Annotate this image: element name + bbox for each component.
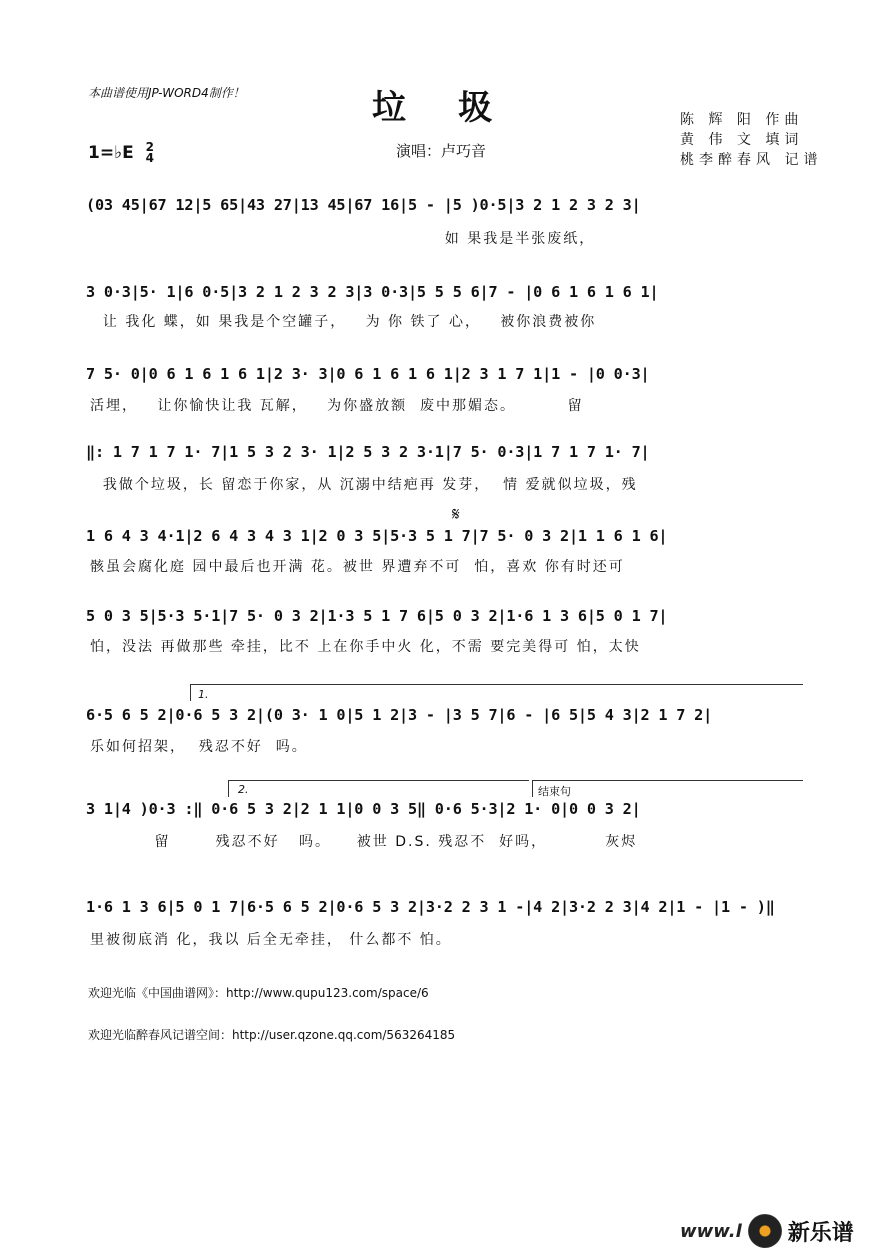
lyric-line-3: 活埋， 让你愉快让我 瓦解， 为你盛放额 废中那媚态。 留 bbox=[90, 398, 584, 414]
transcriber-credit: 桃李醉春风 记谱 bbox=[680, 152, 823, 168]
staff-line-3: 7 5· 0|0 6 1 6 1 6 1|2 3· 3|0 6 1 6 1 6 1|2 3 1 7 1|1 - |0 0·3| bbox=[86, 365, 650, 383]
first-ending-label: 1. bbox=[198, 688, 209, 701]
lyricist-credit: 黄 伟 文 填词 bbox=[680, 132, 804, 148]
credits-block bbox=[680, 110, 822, 170]
second-ending-label: 2. bbox=[238, 783, 249, 796]
staff-line-2: 3 0·3|5· 1|6 0·5|3 2 1 2 3 2 3|3 0·3|5 5 5 6|7 - |0 6 1 6 1 6 1| bbox=[86, 283, 659, 301]
record-disc-icon bbox=[748, 1214, 782, 1248]
staff-line-7: 6·5 6 5 2|0·6 5 3 2|(0 3· 1 0|5 1 2|3 - |3 5 7|6 - |6 5|5 4 3|2 1 7 2| bbox=[86, 706, 713, 724]
staff-line-5: 1 6 4 3 4·1|2 6 4 3 4 3 1|2 0 3 5|5·3 5 1 7|7 5· 0 3 2|1 1 6 1 6| bbox=[86, 527, 668, 545]
lyric-line-4: 我做个垃圾，长 留恋于你家，从 沉溺中结疤再 发芽， 情 爱就似垃圾，残 bbox=[90, 477, 638, 493]
software-note: 本曲谱使用JP-WORD4制作！ bbox=[88, 86, 245, 100]
site-logo bbox=[680, 1212, 880, 1250]
lyric-line-1: 如 果我是半张废纸， bbox=[90, 231, 596, 247]
singer-credit: 演唱：卢巧音 bbox=[396, 142, 487, 160]
first-ending-bracket bbox=[190, 684, 803, 701]
key-label: 1=♭E bbox=[88, 143, 134, 163]
logo-brand: 新乐谱 bbox=[787, 1220, 854, 1246]
lyric-line-2: 让 我化 蝶，如 果我是个空罐子， 为 你 铁了 心， 被你浪费被你 bbox=[90, 314, 597, 330]
second-ending-bracket bbox=[228, 780, 529, 797]
staff-line-9: 1·6 1 3 6|5 0 1 7|6·5 6 5 2|0·6 5 3 2|3·2 2 3 1 -|4 2|3·2 2 3|4 2|1 - |1 - )‖ bbox=[86, 898, 775, 916]
composer-credit: 陈 辉 阳 作曲 bbox=[680, 112, 804, 128]
lyric-line-6: 怕，没法 再做那些 牵挂，比不 上在你手中火 化，不需 要完美得可 怕，太快 bbox=[90, 639, 641, 655]
footer-link-qzone[interactable]: 欢迎光临醉春风记谱空间：http://user.qzone.qq.com/563264185 bbox=[88, 1028, 456, 1042]
lyric-line-5: 骸虽会腐化庭 园中最后也开满 花。被世 界遭弃不可 怕，喜欢 你有时还可 bbox=[90, 559, 625, 575]
staff-line-6: 5 0 3 5|5·3 5·1|7 5· 0 3 2|1·3 5 1 7 6|5 0 3 2|1·6 1 3 6|5 0 1 7| bbox=[86, 607, 668, 625]
staff-line-8: 3 1|4 )0·3 :‖ 0·6 5 3 2|2 1 1|0 0 3 5‖ 0·6 5·3|2 1· 0|0 0 3 2| bbox=[86, 800, 641, 818]
time-bottom: 4 bbox=[145, 151, 154, 165]
logo-url: www.l bbox=[680, 1220, 742, 1242]
time-top: 2 bbox=[145, 140, 154, 154]
staff-line-4: ‖: 1 7 1 7 1· 7|1 5 3 2 3· 1|2 5 3 2 3·1|7 5· 0·3|1 7 1 7 1· 7| bbox=[86, 443, 650, 461]
song-title: 垃圾 bbox=[372, 88, 544, 128]
time-signature bbox=[146, 142, 154, 164]
coda-label: 结束句 bbox=[538, 785, 571, 798]
staff-line-1: (03 45|67 12|5 65|43 27|13 45|67 16|5 - |5 )0·5|3 2 1 2 3 2 3| bbox=[86, 196, 641, 214]
lyric-line-9: 里被彻底消 化，我以 后全无牵挂， 什么都不 怕。 bbox=[90, 932, 452, 948]
lyric-line-8: 留 残忍不好 吗。 被世 D.S. 残忍不 好吗， 灰烬 bbox=[90, 834, 638, 850]
lyric-line-7: 乐如何招架， 残忍不好 吗。 bbox=[90, 739, 308, 755]
key-signature bbox=[88, 142, 154, 164]
segno-sign: 𝄋 bbox=[452, 504, 460, 525]
coda-bracket bbox=[532, 780, 803, 797]
footer-link-qupu[interactable]: 欢迎光临《中国曲谱网》：http://www.qupu123.com/space/6 bbox=[88, 986, 429, 1000]
